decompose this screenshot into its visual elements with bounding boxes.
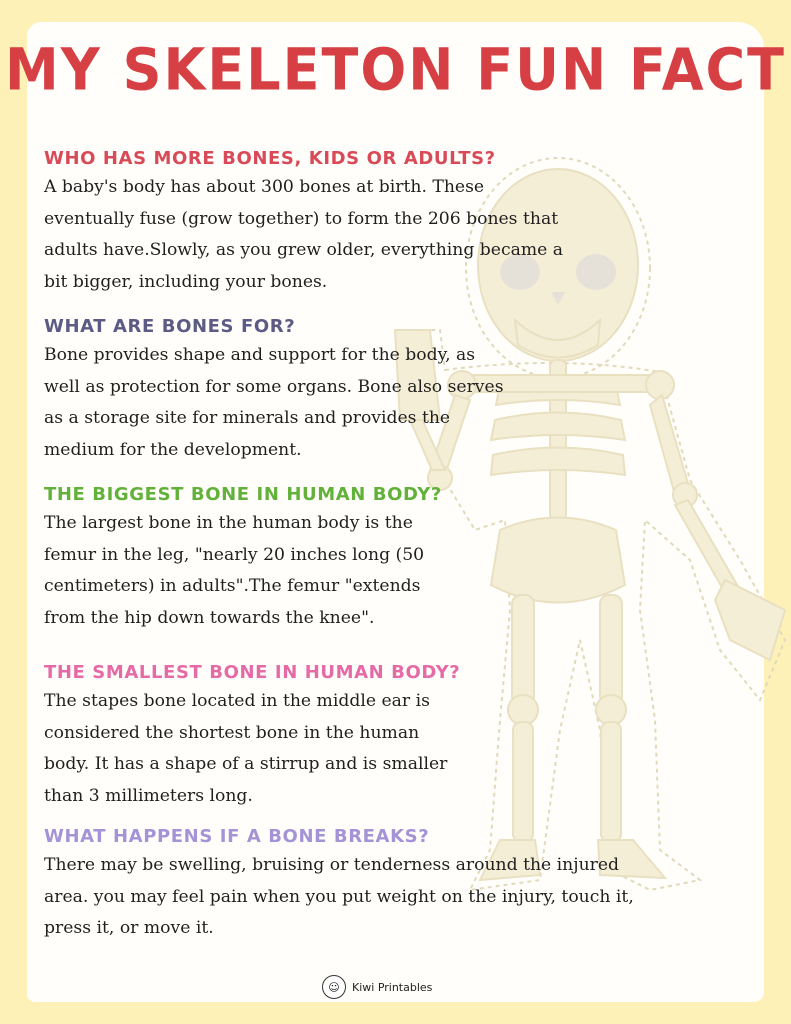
section-body	[44, 508, 442, 634]
body-line: press it, or move it.	[44, 918, 214, 938]
body-line: as a storage site for minerals and provides the	[44, 408, 451, 428]
kiwi-logo-icon: ☺	[322, 975, 346, 999]
body-line: than 3 millimeters long.	[44, 785, 253, 806]
body-line: medium for the development.	[44, 439, 302, 460]
body-line: A baby's body has about 300 bones at birth. These	[44, 177, 485, 197]
body-line: femur in the leg, "nearly 20 inches long (50	[44, 544, 425, 565]
body-line: considered the shortest bone in the human	[44, 722, 420, 743]
section-bones-for	[44, 316, 504, 466]
footer-brand-name: Kiwi Printables	[352, 980, 433, 994]
body-line: from the hip down towards the knee".	[44, 607, 375, 628]
section-more-bones	[44, 148, 563, 298]
section-smallest-bone	[44, 662, 460, 812]
section-heading: WHO HAS MORE BONES, KIDS OR ADULTS?	[44, 148, 496, 169]
body-line: eventually fuse (grow together) to form the 206 bones that	[44, 208, 559, 229]
body-line: centimeters) in adults".The femur "extends	[44, 576, 421, 596]
body-line: adults have.Slowly, as you grew older, everything became a	[44, 240, 564, 260]
footer-brand	[322, 975, 432, 999]
section-heading: THE SMALLEST BONE IN HUMAN BODY?	[44, 662, 461, 683]
section-body	[44, 686, 460, 812]
section-body	[44, 172, 563, 298]
body-line: area. you may feel pain when you put weight on the injury, touch it,	[44, 886, 634, 907]
section-body	[44, 850, 634, 945]
body-line: Bone provides shape and support for the body, as	[44, 345, 476, 365]
section-body	[44, 340, 504, 466]
body-line: well as protection for some organs. Bone also serves	[44, 376, 504, 397]
section-heading: WHAT HAPPENS IF A BONE BREAKS?	[44, 826, 430, 847]
body-line: The largest bone in the human body is the	[44, 513, 413, 533]
body-line: There may be swelling, bruising or tenderness around the injured	[44, 855, 620, 875]
body-line: bit bigger, including your bones.	[44, 271, 328, 292]
page-title: MY SKELETON FUN FACT	[5, 35, 786, 104]
body-line: body. It has a shape of a stirrup and is smaller	[44, 754, 448, 774]
section-biggest-bone	[44, 484, 442, 634]
section-bone-breaks	[44, 826, 634, 945]
body-line: The stapes bone located in the middle ear is	[44, 691, 430, 711]
section-heading: WHAT ARE BONES FOR?	[44, 316, 296, 337]
section-heading: THE BIGGEST BONE IN HUMAN BODY?	[44, 484, 442, 505]
